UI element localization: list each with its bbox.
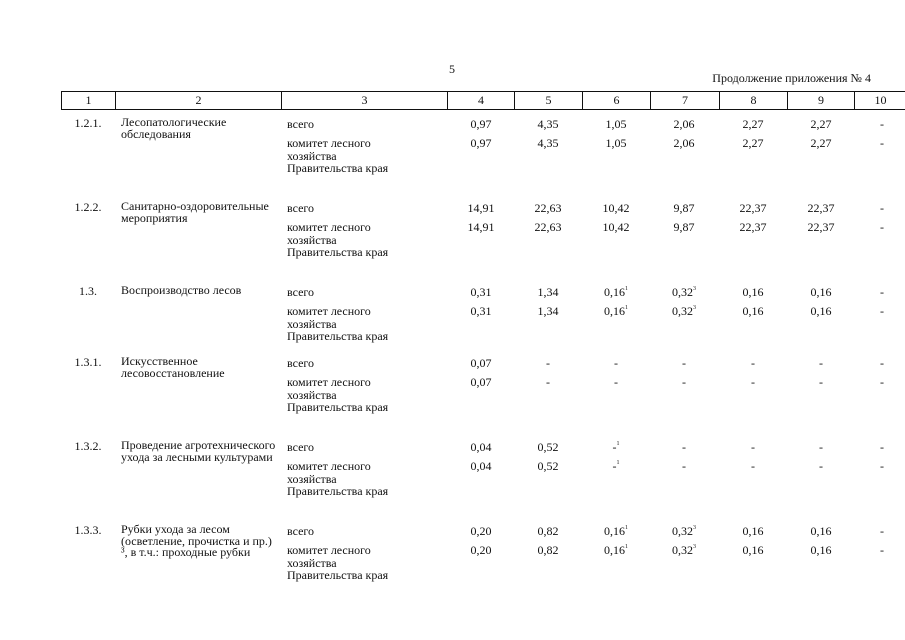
value-col-10: - xyxy=(880,459,884,473)
col-header-7: 7 xyxy=(651,92,720,110)
row-name: Искусственное лесовосстановление xyxy=(121,354,225,380)
row-code: 1.3.3. xyxy=(74,523,102,537)
value-col-9: 2,27 xyxy=(810,117,832,131)
value-col-7: - xyxy=(682,356,686,370)
executor-label: всего xyxy=(287,440,315,454)
value-col-9: - xyxy=(819,459,823,473)
value-col-5: - xyxy=(546,375,550,389)
value-col-5: 1,34 xyxy=(537,285,559,299)
col-header-9: 9 xyxy=(788,92,855,110)
value-col-7: 0,32$^3$ xyxy=(672,304,696,318)
executor-label: комитет лесного хозяйства Правительства края xyxy=(287,459,389,498)
value-col-8: 2,27 xyxy=(742,136,764,150)
value-col-10: - xyxy=(880,375,884,389)
executor-label: всего xyxy=(287,201,315,215)
value-col-6: -$^1$ xyxy=(612,459,620,473)
value-col-4: 0,97 xyxy=(470,117,492,131)
value-col-8: 0,16 xyxy=(742,304,764,318)
value-col-9: - xyxy=(819,440,823,454)
value-col-4: 0,04 xyxy=(470,459,492,473)
value-col-10: - xyxy=(880,220,884,234)
col-header-2: 2 xyxy=(116,92,282,110)
value-col-10: - xyxy=(880,285,884,299)
executor-label: комитет лесного хозяйства Правительства края xyxy=(287,543,389,582)
value-col-10: - xyxy=(880,524,884,538)
value-col-8: 22,37 xyxy=(739,201,767,215)
value-col-9: 22,37 xyxy=(807,201,835,215)
value-col-4: 0,97 xyxy=(470,136,492,150)
value-col-5: 0,52 xyxy=(537,440,559,454)
row-name: Рубки ухода за лесом (осветление, прочистка и пр.) ³, в т.ч.: проходные рубки xyxy=(121,522,272,559)
value-col-10: - xyxy=(880,136,884,150)
value-col-7: 2,06 xyxy=(673,117,695,131)
value-col-5: 4,35 xyxy=(537,136,559,150)
value-col-7: 9,87 xyxy=(673,201,695,215)
value-col-8: 0,16 xyxy=(742,543,764,557)
value-col-5: 22,63 xyxy=(534,201,562,215)
value-col-5: 0,82 xyxy=(537,543,559,557)
value-col-6: 10,42 xyxy=(602,201,630,215)
executor-label: комитет лесного хозяйства Правительства края xyxy=(287,375,389,414)
value-col-10: - xyxy=(880,440,884,454)
value-col-9: 0,16 xyxy=(810,285,832,299)
value-col-9: - xyxy=(819,356,823,370)
row-name: Воспроизводство лесов xyxy=(121,283,242,297)
executor-label: комитет лесного хозяйства Правительства края xyxy=(287,220,389,259)
value-col-6: 10,42 xyxy=(602,220,630,234)
value-col-5: 22,63 xyxy=(534,220,562,234)
value-col-8: 0,16 xyxy=(742,285,764,299)
value-col-6: - xyxy=(614,356,618,370)
value-col-8: 2,27 xyxy=(742,117,764,131)
executor-label: комитет лесного хозяйства Правительства края xyxy=(287,136,389,175)
value-col-6: 0,16$^1$ xyxy=(604,524,628,538)
continuation-caption: Продолжение приложения № 4 xyxy=(712,71,871,85)
col-header-6: 6 xyxy=(583,92,651,110)
row-name: Санитарно-оздоровительные мероприятия xyxy=(121,199,269,225)
page-number: 5 xyxy=(449,62,455,76)
row-code: 1.3.2. xyxy=(74,439,102,453)
value-col-9: 0,16 xyxy=(810,524,832,538)
col-header-8: 8 xyxy=(720,92,788,110)
value-col-7: - xyxy=(682,375,686,389)
value-col-5: 0,52 xyxy=(537,459,559,473)
value-col-7: 9,87 xyxy=(673,220,695,234)
value-col-10: - xyxy=(880,543,884,557)
value-col-6: -$^1$ xyxy=(612,440,620,454)
value-col-7: 2,06 xyxy=(673,136,695,150)
value-col-8: - xyxy=(751,375,755,389)
col-header-1: 1 xyxy=(62,92,116,110)
value-col-5: 1,34 xyxy=(537,304,559,318)
value-col-8: - xyxy=(751,459,755,473)
value-col-4: 0,20 xyxy=(470,543,492,557)
value-col-6: 1,05 xyxy=(605,117,627,131)
value-col-8: - xyxy=(751,440,755,454)
value-col-5: - xyxy=(546,356,550,370)
row-name: Проведение агротехнического ухода за лесными культурами xyxy=(121,438,276,464)
value-col-7: - xyxy=(682,459,686,473)
executor-label: всего xyxy=(287,356,315,370)
value-col-5: 0,82 xyxy=(537,524,559,538)
column-number-header xyxy=(61,91,905,110)
row-code: 1.3. xyxy=(79,284,97,298)
col-header-3: 3 xyxy=(282,92,448,110)
value-col-7: 0,32$^3$ xyxy=(672,524,696,538)
row-name: Лесопатологические обследования xyxy=(121,115,227,141)
row-code: 1.2.2. xyxy=(74,200,102,214)
value-col-8: - xyxy=(751,356,755,370)
row-code: 1.3.1. xyxy=(74,355,102,369)
value-col-10: - xyxy=(880,201,884,215)
value-col-7: 0,32$^3$ xyxy=(672,285,696,299)
value-col-5: 4,35 xyxy=(537,117,559,131)
value-col-6: 0,16$^1$ xyxy=(604,543,628,557)
value-col-9: 0,16 xyxy=(810,304,832,318)
value-col-8: 22,37 xyxy=(739,220,767,234)
value-col-4: 0,04 xyxy=(470,440,492,454)
executor-label: всего xyxy=(287,285,315,299)
value-col-7: 0,32$^3$ xyxy=(672,543,696,557)
value-col-4: 0,31 xyxy=(470,304,492,318)
value-col-6: 0,16$^1$ xyxy=(604,285,628,299)
executor-label: комитет лесного хозяйства Правительства края xyxy=(287,304,389,343)
value-col-9: 2,27 xyxy=(810,136,832,150)
col-header-4: 4 xyxy=(448,92,515,110)
value-col-10: - xyxy=(880,304,884,318)
executor-label: всего xyxy=(287,117,315,131)
col-header-10: 10 xyxy=(855,92,905,110)
value-col-4: 0,07 xyxy=(470,375,492,389)
value-col-9: - xyxy=(819,375,823,389)
value-col-6: - xyxy=(614,375,618,389)
value-col-8: 0,16 xyxy=(742,524,764,538)
value-col-7: - xyxy=(682,440,686,454)
row-code: 1.2.1. xyxy=(74,116,102,130)
value-col-4: 14,91 xyxy=(467,201,495,215)
value-col-4: 0,07 xyxy=(470,356,492,370)
col-header-5: 5 xyxy=(515,92,583,110)
value-col-9: 22,37 xyxy=(807,220,835,234)
value-col-6: 1,05 xyxy=(605,136,627,150)
value-col-4: 0,31 xyxy=(470,285,492,299)
value-col-6: 0,16$^1$ xyxy=(604,304,628,318)
value-col-4: 14,91 xyxy=(467,220,495,234)
value-col-4: 0,20 xyxy=(470,524,492,538)
value-col-9: 0,16 xyxy=(810,543,832,557)
value-col-10: - xyxy=(880,117,884,131)
value-col-10: - xyxy=(880,356,884,370)
executor-label: всего xyxy=(287,524,315,538)
